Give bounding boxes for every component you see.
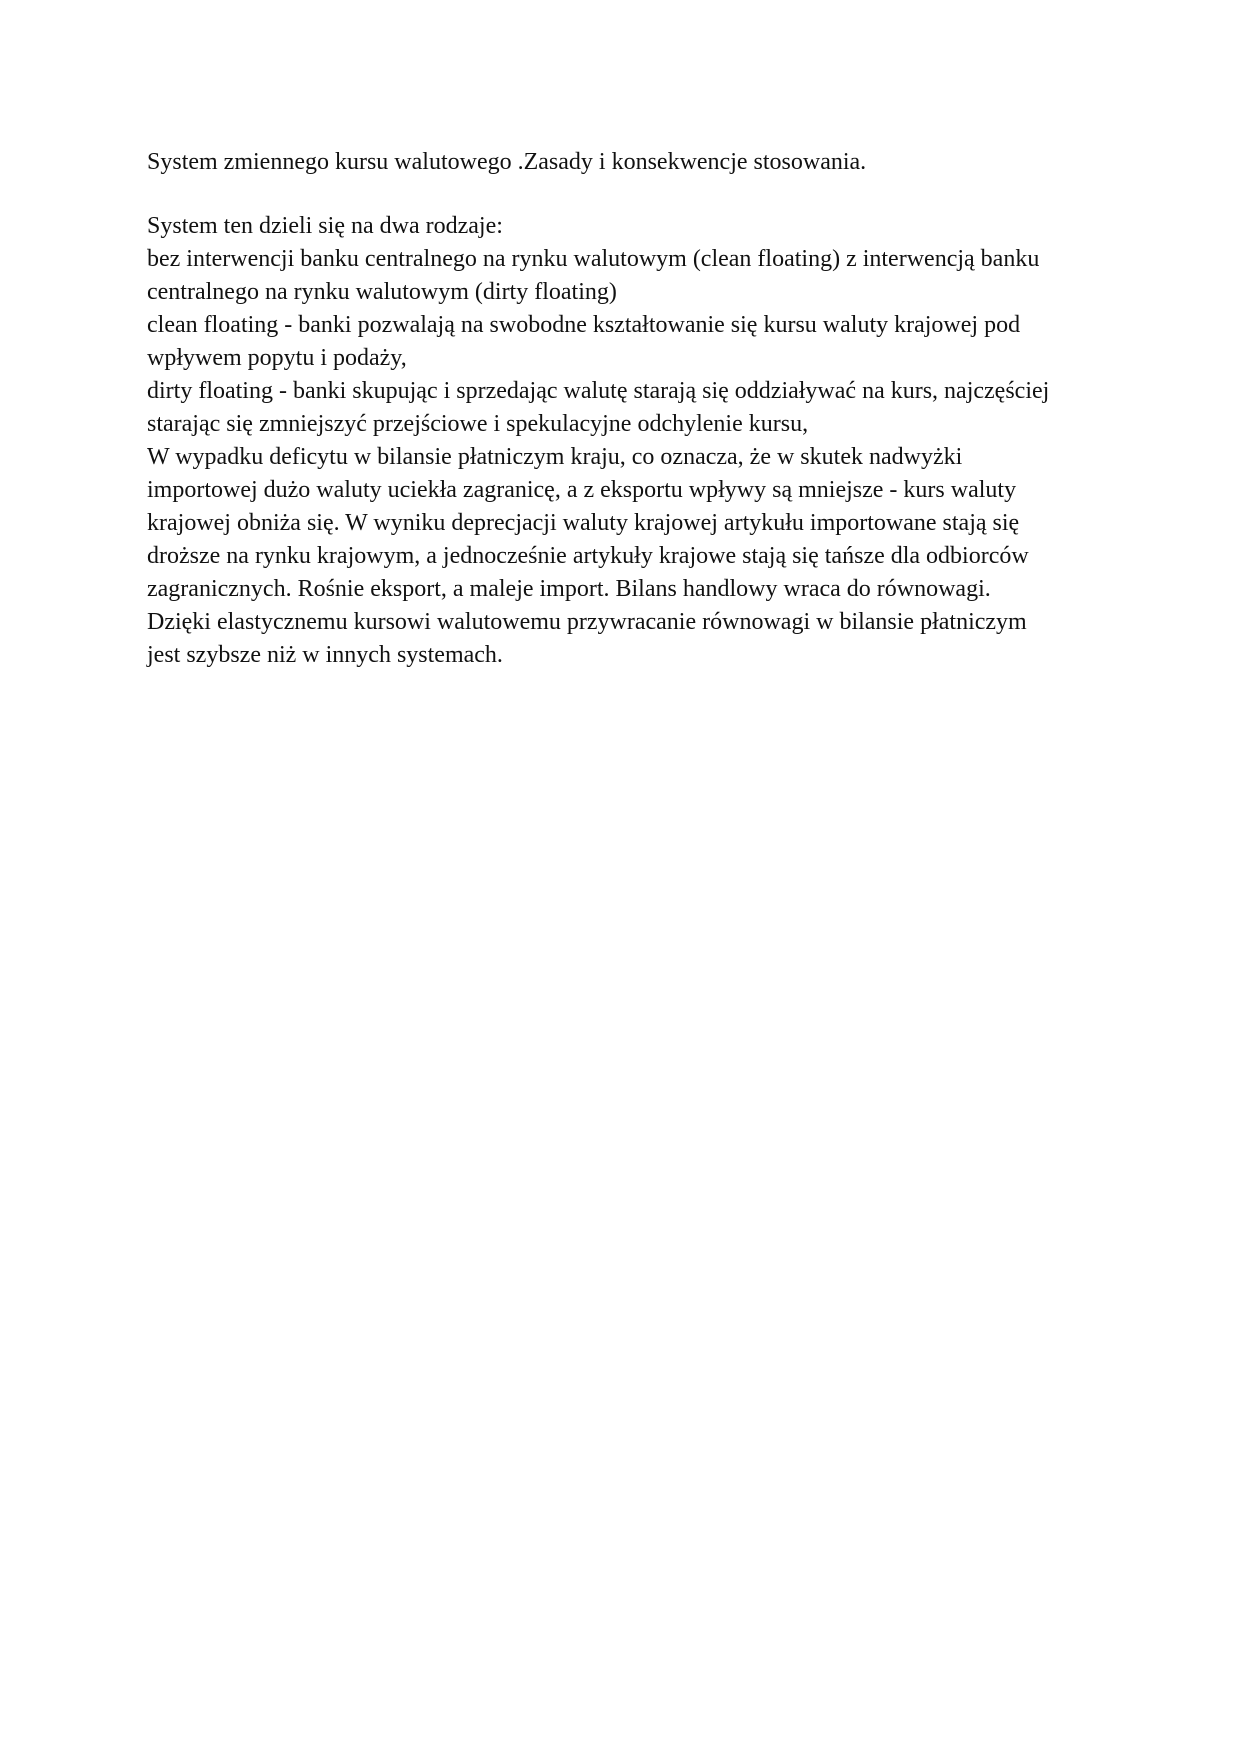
text-line: wpływem popytu i podaży, xyxy=(147,345,407,371)
text-line: bez interwencji banku centralnego na rynku walutowym (clean floating) z interwencją banku xyxy=(147,246,1040,272)
text-line: krajowej obniża się. W wyniku deprecjacji waluty krajowej artykułu importowane stają się xyxy=(147,510,1020,536)
text-line: clean floating - banki pozwalają na swobodne kształtowanie się kursu waluty krajowej pod xyxy=(147,312,1021,338)
text-line: starając się zmniejszyć przejściowe i spekulacyjne odchylenie kursu, xyxy=(147,411,809,437)
text-line: System ten dzieli się na dwa rodzaje: xyxy=(147,213,503,239)
document-title: System zmiennego kursu walutowego .Zasady i konsekwencje stosowania. xyxy=(147,149,867,175)
document-body xyxy=(147,146,1107,672)
text-line: importowej dużo waluty uciekła zagranicę, a z eksportu wpływy są mniejsze - kurs waluty xyxy=(147,477,1017,503)
document-paragraph xyxy=(147,210,1107,672)
text-line: W wypadku deficytu w bilansie płatniczym kraju, co oznacza, że w skutek nadwyżki xyxy=(147,444,963,470)
text-line: jest szybsze niż w innych systemach. xyxy=(147,642,503,668)
text-line: Dzięki elastycznemu kursowi walutowemu przywracanie równowagi w bilansie płatniczym xyxy=(147,609,1027,635)
text-line: dirty floating - banki skupując i sprzedając walutę starają się oddziaływać na kurs, najczęściej xyxy=(147,378,1050,404)
text-line: zagranicznych. Rośnie eksport, a maleje import. Bilans handlowy wraca do równowagi. xyxy=(147,576,991,602)
text-line: centralnego na rynku walutowym (dirty floating) xyxy=(147,279,617,305)
text-line: droższe na rynku krajowym, a jednocześnie artykuły krajowe stają się tańsze dla odbiorców xyxy=(147,543,1029,569)
